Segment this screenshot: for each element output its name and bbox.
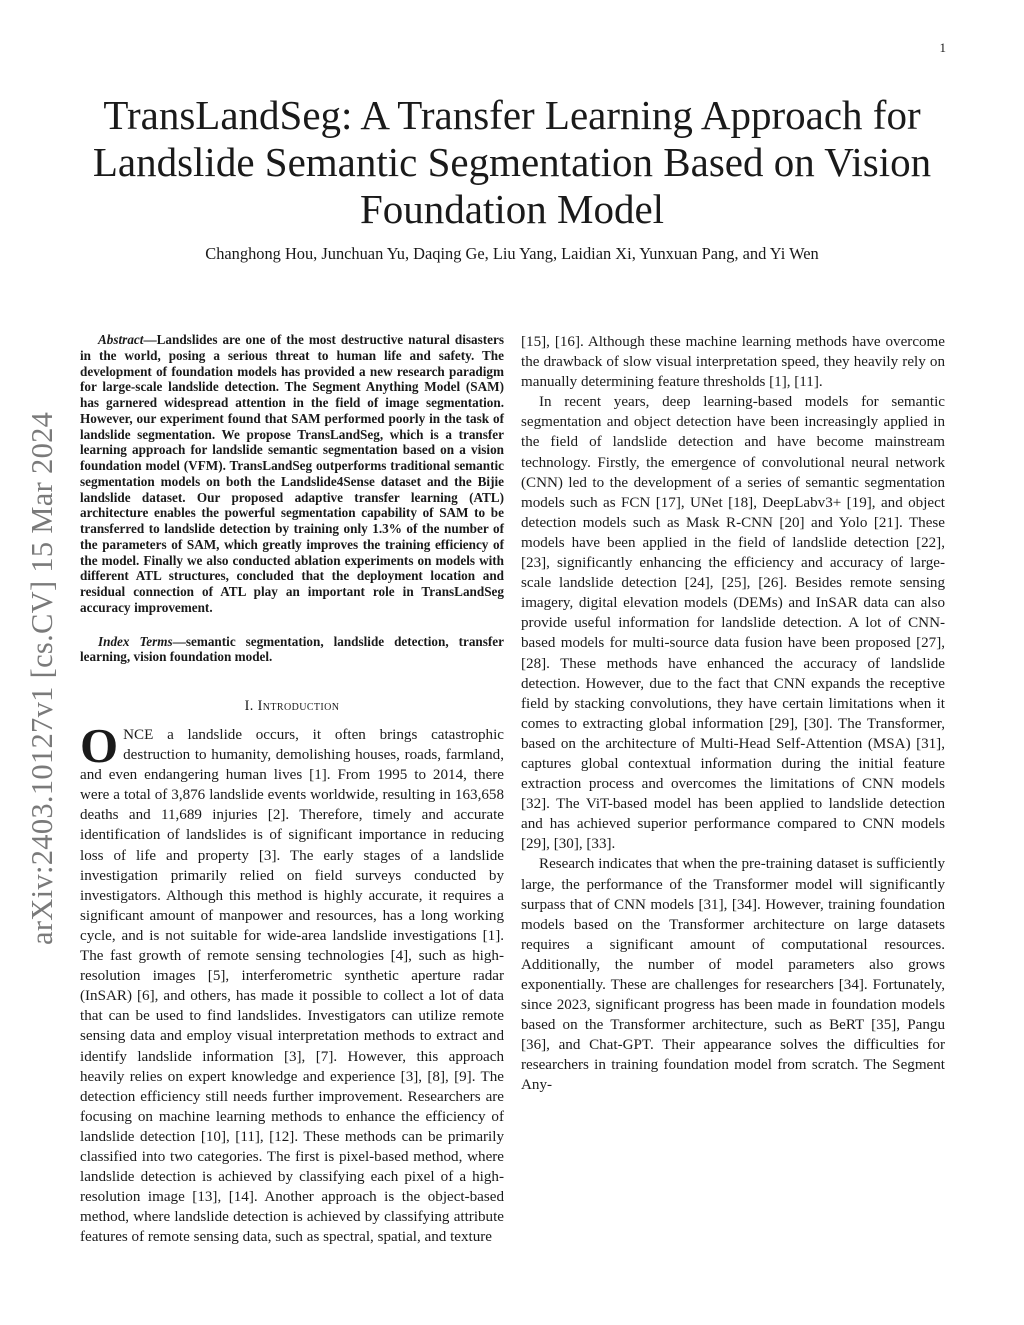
intro-paragraph-1 — [80, 718, 504, 1247]
abstract-text: —Landslides are one of the most destructive natural disasters in the world, posing a serious threat to human life and safety. The development of foundation models has provided a new research paradigm for large-scale landslide detection. The Segment Anything Model (SAM) has garnered widespread attention in the field of image segmentation. However, our experiment found that SAM performed poorly in the task of landslide segmentation. We propose TransLandSeg, which is a transfer learning approach for landslide semantic segmentation based on a vision foundation model (VFM). TransLandSeg outperforms traditional semantic segmentation models on both the Landslide4Sense dataset and the Bijie landslide dataset. Our proposed adaptive transfer learning (ATL) architecture enables the powerful segmentation capability of SAM to be transferred to landslide detection by training only 1.3% of the number of the parameters of SAM, which greatly improves the training efficiency of the model. Finally we also conducted ablation experiments on models with different ATL structures, concluded that the deployment location and residual connection of ATL play an important role in TransLandSeg accuracy improvement. — [80, 332, 504, 615]
intro-paragraph-2: In recent years, deep learning-based models for semantic segmentation and object detection have been increasingly applied in the field of landslide detection and have become mainstream technology. Firstly, the emergence of convolutional neural network (CNN) led to the development of a series of semantic segmentation models such as FCN [17], UNet [18], DeepLabv3+ [19], and object detection models such as Mask R-CNN [20] and Yolo [21]. These models have been applied in the field of landslide detection [22], [23], significantly enhancing the efficiency and accuracy of large-scale landslide detection [24], [25], [26]. Besides remote sensing imagery, digital elevation models (DEMs) and InSAR data can also provide useful information for landslide detection. A lot of CNN-based models for multi-source data fusion have been proposed [27], [28]. These methods have enhanced the accuracy of landslide detection. However, due to the fact that CNN expands the receptive field by stacking convolutions, they have certain limitations when it comes to extracting global information [29], [30]. The Transformer, based on the architecture of Multi-Head Self-Attention (MSA) [31], captures global contextual information during the initial feature extraction process and overcomes the limitations of CNN models [32]. The ViT-based model has been applied to landslide detection and has achieved superior performance compared to CNN models [29], [30], [33]. — [521, 394, 945, 853]
intro-paragraph-1-text: NCE a landslide occurs, it often brings catastrophic destruction to humanity, demolishing houses, roads, farmland, and even endangering human lives [1]. From 1995 to 2014, there were a total of 3,876 landslide events worldwide, resulting in 163,658 deaths and 11,689 injuries [2]. Therefore, timely and accurate identification of landslides is of significant importance in reducing loss of life and property [3]. The early stages of a landslide investigation primarily relied on field surveys conducted by investigators. Although this method is highly accurate, it requires a significant amount of manpower and resources, has a long working cycle, and is not suitable for wide-area landslide investigations [1]. The fast growth of remote sensing technologies [4], such as high-resolution images [5], interferometric synthetic aperture radar (InSAR) [6], and others, has made it possible to collect a lot of data that can be used to find landslides. Investigators can utilize remote sensing data and employ visual interpretation methods to extract and identify landslide information [3], [7]. However, this approach heavily relies on expert knowledge and experience [3], [8], [9]. The detection efficiency still needs further improvement. Researchers are focusing on machine learning methods to enhance the efficiency of landslide detection [10], [11], [12]. These methods can be primarily classified into two categories. The first is pixel-based method, where landslide detection is achieved by classifying each pixel of a high-resolution image [13], [14]. Another approach is the object-based method, where landslide detection is achieved by classifying attribute features of remote sensing data, such as spectral, spatial, and texture — [80, 727, 504, 1246]
author-list: Changhong Hou, Junchuan Yu, Daqing Ge, Liu Yang, Laidian Xi, Yunxuan Pang, and Yi Wen — [205, 244, 819, 263]
section-title: Introduction — [257, 698, 340, 714]
section-heading-introduction — [80, 698, 504, 715]
index-terms-label: Index Terms — [98, 633, 173, 649]
left-column — [80, 332, 504, 1247]
arxiv-identifier: arXiv:2403.10127v1 [cs.CV] 15 Mar 2024 — [25, 411, 59, 945]
right-column — [521, 332, 945, 1096]
drop-cap: O — [80, 718, 119, 773]
abstract-label: Abstract — [98, 332, 144, 347]
paper-title: TransLandSeg: A Transfer Learning Approach for Landslide Semantic Segmentation Based on Vision Foundation Model — [92, 92, 932, 232]
intro-paragraph-3: Research indicates that when the pre-training dataset is sufficiently large, the performance of the Transformer model will significantly surpass that of CNN models [31], [34]. However, training foundation models based on the Transformer architecture on large datasets requires a significant amount of computational resources. Additionally, the number of model parameters also grows exponentially. These are challenges for researchers [34]. Fortunately, since 2023, significant progress has been made in foundation models based on the Transformer architecture, such as BeRT [35], Pangu [36], and Chat-GPT. Their appearance solves the difficulties for researchers in training foundation model from scratch. The Segment Any- — [521, 856, 945, 1094]
index-terms-text: —semantic segmentation, landslide detection, transfer learning, vision foundation model. — [80, 633, 504, 665]
section-numeral: I. — [244, 698, 258, 714]
index-terms — [80, 634, 504, 666]
intro-paragraph-1-continued: [15], [16]. Although these machine learning methods have overcome the drawback of slow visual interpretation speed, they heavily rely on manually determining feature thresholds [1], [11]. — [521, 334, 945, 391]
page-number: 1 — [939, 40, 946, 55]
abstract — [80, 332, 504, 616]
